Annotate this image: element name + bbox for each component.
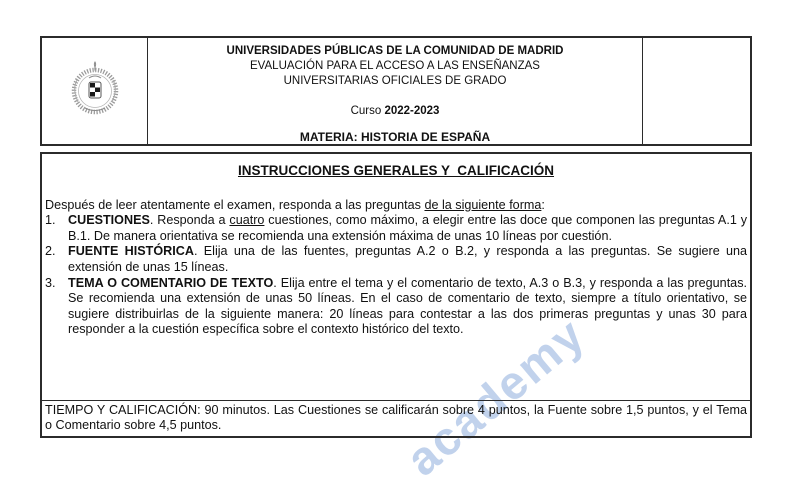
watermark-text: academy [395, 306, 595, 486]
exam-header-table [40, 36, 752, 146]
item-number: 3. [45, 275, 56, 290]
item-text: . Elija entre el tema y el comentario de texto, A.3 o B.3, y responda a las preguntas. Se recomienda una extensión de unas 50 líneas. En el caso de comentario de texto, siempre a título orientativo, se sugiere distribuirlas de la siguiente manera: 20 líneas para contestar a las dos primeras preguntas y unas 30 para responder a la cuestión específica sobre el contexto histórico del texto. [68, 275, 747, 337]
header-empty-cell [642, 38, 750, 144]
item-number: 1. [45, 213, 56, 228]
header-evaluation-line: EVALUACIÓN PARA EL ACCESO A LAS ENSEÑANZAS [250, 60, 540, 72]
item-lead: FUENTE HISTÓRICA [68, 244, 194, 259]
instructions-box [40, 152, 752, 438]
header-subject-line: MATERIA: HISTORIA DE ESPAÑA [299, 130, 491, 144]
item-text-rest: cuestiones, como máximo, a elegir entre las doce que componen las preguntas A.1 y B.1. De manera orientativa se recomienda una extensión máxima de unas 10 líneas por cuestión. [68, 213, 747, 243]
university-seal-icon [70, 60, 120, 123]
instruction-item-fuente-historica [45, 244, 748, 275]
instructions-intro [45, 198, 747, 214]
logo-cell [42, 38, 148, 144]
item-lead: TEMA O COMENTARIO DE TEXTO [68, 275, 274, 290]
time-and-grading-row: TIEMPO Y CALIFICACIÓN: 90 minutos. Las Cuestiones se calificarán sobre 4 puntos, la Fuente sobre 1,5 puntos, y el Tema o Comentario sobre 4,5 puntos. [42, 400, 750, 436]
item-number: 2. [45, 244, 56, 259]
course-value: 2022-2023 [384, 105, 440, 117]
instructions-main [42, 154, 750, 400]
item-underlined-text: cuatro [229, 213, 265, 228]
item-lead: CUESTIONES [68, 213, 150, 228]
instructions-title: INSTRUCCIONES GENERALES Y CALIFICACIÓN [237, 163, 555, 178]
intro-underlined-text: de la siguiente forma [424, 197, 542, 212]
header-title-cell [148, 38, 642, 144]
intro-colon: : [541, 197, 545, 212]
intro-text: Después de leer atentamente el examen, responda a las preguntas [45, 197, 425, 212]
instruction-item-tema-comentario [45, 275, 747, 338]
header-degree-line: UNIVERSITARIAS OFICIALES DE GRADO [283, 75, 507, 87]
instruction-item-cuestiones [45, 213, 747, 244]
header-universities-line: UNIVERSIDADES PÚBLICAS DE LA COMUNIDAD DE MADRID [226, 45, 564, 57]
course-label: Curso [350, 105, 385, 117]
item-text: . Responda a [149, 213, 230, 228]
header-course-line [148, 104, 642, 119]
item-text: . Elija una de las fuentes, preguntas A.2 o B.2, y responda a las preguntas. Se sugiere una extensión de unas 15 líneas. [68, 244, 748, 274]
